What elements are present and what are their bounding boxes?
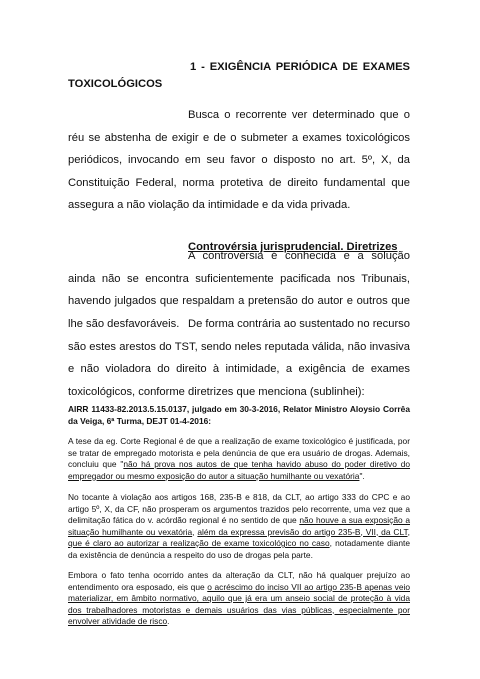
quote-paragraph-2 (68, 492, 410, 561)
paragraph-intro: Busca o recorrente ver determinado que o réu se abstenha de exigir e de o submeter a exames toxicológicos periódicos, invocando em seu favor o disposto no art. 5º, X, da Constituição Federal, norma protetiva de direito fundamental que assegura a não violação da intimidade e da vida privada. (68, 109, 410, 211)
quote2-text-c: , (192, 526, 198, 537)
quote1-text-a: A tese da eg. Corte Regional é de que a realização de exame toxicológico é justificada, por se tratar de empregado motorista e pela denúncia de que era usuário de drogas. Ademais, concluiu que " (68, 436, 410, 469)
paragraph-controversy: A controvérsia é conhecida e a solução ainda não se encontra suficientemente pacificada nos Tribunais, havendo julgados que respaldam a pretensão do autor e outros que lhe são desfavoráveis. (68, 250, 410, 330)
quote-paragraph-3 (68, 570, 410, 628)
quote3-text-c: . (167, 616, 170, 626)
quote2-text-a: No tocante à violação aos artigos 168, 235-B e 818, da CLT, ao artigo 333 do CPC e ao artigo 5º, X, da CF, não prosperam os argumentos trazidos pelo recorrente, uma vez que a delimitação fática do v. acórdão regional é no sentido de que (68, 492, 410, 525)
quote2-text-e: , notadamente diante da existência de denúncia a respeito do uso de drogas pela parte. (68, 538, 410, 560)
subheading: Controvérsia jurisprudencial. Diretrizes (188, 241, 398, 253)
citation: AIRR 11433-82.2013.5.15.0137, julgado em 30-3-2016, Relator Ministro Aloysio Corrêa da Veiga, 6ª Turma, DEJT 01-4-2016: (68, 404, 410, 426)
quote3-text-a: Embora o fato tenha ocorrido antes da alteração da CLT, não há qualquer prejuízo ao entendimento ora esposado, eis que (68, 570, 410, 592)
quote-paragraph-1 (68, 436, 410, 482)
section-heading-line1: 1 - EXIGÊNCIA PERIÓDICA DE EXAMES (190, 61, 410, 73)
quote1-text-c: ". (359, 470, 365, 481)
section-heading (68, 56, 410, 78)
paragraph-arestos: De forma contrária ao sustentado no recurso são estes arestos do TST, sendo neles reputada válida, não invasiva e não violadora do direito à intimidade, a exigência de exames toxicológicos, conforme diretrizes que menciona (sublinhei): (68, 318, 411, 398)
quote1-underlined: não há prova nos autos de que tenha havido abuso do poder diretivo do empregador ou mesmo exposição do autor a situação humilhante ou vexatória (68, 459, 411, 481)
quote2-underlined-2: além da expressa previsão do artigo 235-B, VII, da CLT, que é claro ao autorizar a realização de exame toxicológico no caso (68, 526, 410, 548)
quote2-underlined-1: não houve a sua exposição a situação humilhante ou vexatória (68, 515, 410, 537)
section-heading-line2: TOXICOLÓGICOS (68, 78, 163, 90)
quote3-underlined: o acréscimo do inciso VII ao artigo 235-B apenas veio materializar, em âmbito normativo, aquilo que já era um anseio social de proteção à vida dos trabalhadores motoristas e demais usuários das vias públicas, especialmente por envolver atividade de risco (68, 581, 410, 626)
